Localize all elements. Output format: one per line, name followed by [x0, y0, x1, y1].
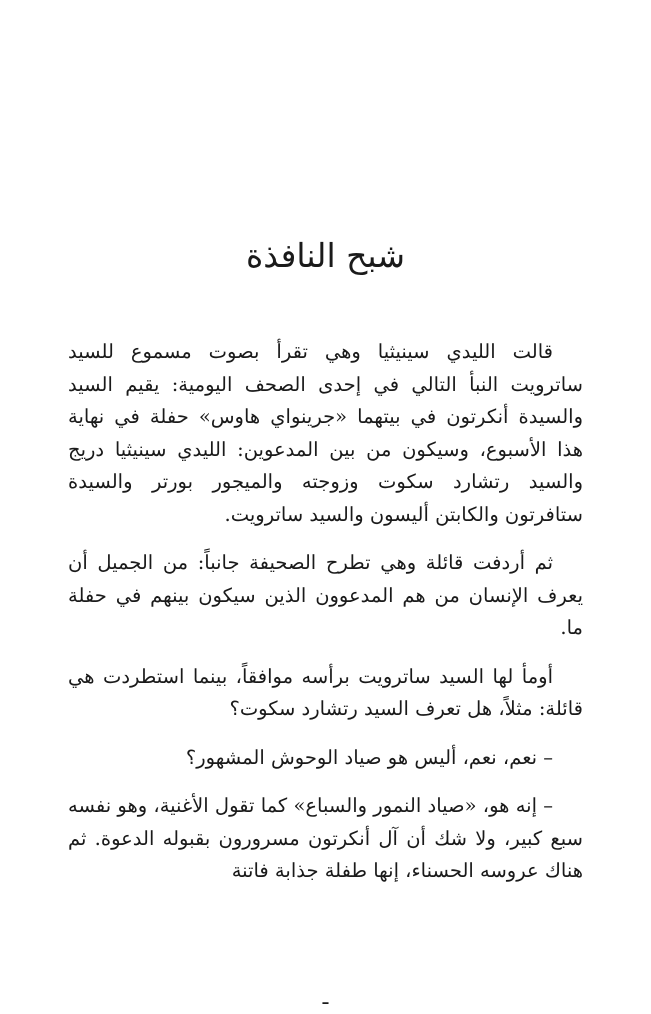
paragraph-3: أومأ لها السيد ساترويت برأسه موافقاً، بينما استطردت هي قائلة: مثلاً، هل تعرف السيد رتشارد سكوت؟ — [68, 664, 583, 720]
dialogue-line-2: – إنه هو، «صياد النمور والسباع» كما تقول الأغنية، وهو نفسه سبع كبير، ولا شك أن آل أنكرتون مسرورون بقبوله الدعوة. ثم هناك عروسه الحسناء، إنها طفلة جذابة فاتنة — [68, 794, 583, 882]
chapter-title: شبح النافذة — [245, 236, 406, 275]
cut-off-text-fragment: ـ — [322, 986, 329, 1009]
dialogue-line-1: – نعم، نعم، أليس هو صياد الوحوش المشهور؟ — [185, 745, 553, 769]
paragraph-2: ثم أردفت قائلة وهي تطرح الصحيفة جانباً: من الجميل أن يعرف الإنسان من هم المدعوون الذين سيكون بينهم في حفلة ما. — [68, 551, 583, 639]
paragraph-1: قالت الليدي سينيثيا وهي تقرأ بصوت مسموع للسيد ساترويت النبأ التالي في إحدى الصحف اليومية: يقيم السيد والسيدة أنكرتون في بيتهما «جرينواي هاوس» حفلة في نهاية هذا الأسبوع، وسيكون من بين المدعوين: الليدي سينيثيا دريج والسيد رتشارد سكوت وزوجته والميجور بورتر والسيدة ستافرتون والكابتن أليسون والسيد ساترويت. — [68, 340, 583, 526]
book-page — [68, 0, 583, 1009]
chapter-body — [68, 336, 583, 904]
